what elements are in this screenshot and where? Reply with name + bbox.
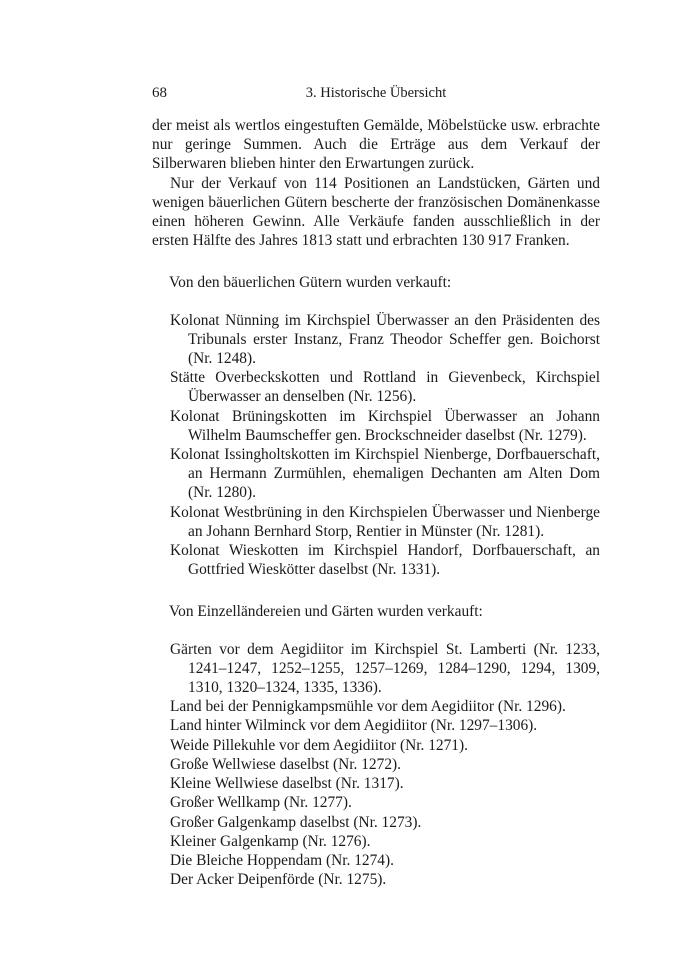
list-item: Großer Wellkamp (Nr. 1277). (170, 794, 352, 812)
page-number: 68 (152, 85, 167, 101)
land-list (152, 640, 600, 890)
page-header (152, 85, 600, 107)
farm-section-intro: Von den bäuerlichen Gütern wurden verkauft: (169, 274, 452, 292)
running-title: 3. Historische Übersicht (305, 85, 447, 101)
paragraph: Nur der Verkauf von 114 Positionen an Landstücken, Gärten und wenigen bäuerlichen Gütern bescherte der französischen Domänenkasse einen höheren Gewinn. Alle Verkäufe fanden ausschließlich in der ersten Hälfte des Jahres 1813 statt und erbrachten 130 917 Franken. (152, 174, 600, 250)
list-item: Stätte Overbeckskotten und Rottland in Gievenbeck, Kirchspiel Überwasser an denselben (Nr. 1256). (170, 369, 600, 406)
list-item: Land bei der Pennigkampsmühle vor dem Aegidiitor (Nr. 1296). (170, 698, 566, 716)
list-item: Kolonat Brüningskotten im Kirchspiel Überwasser an Johann Wilhelm Baumscheffer gen. Brockschneider daselbst (Nr. 1279). (170, 407, 600, 444)
text-block (152, 116, 600, 889)
list-item: Kleiner Galgenkamp (Nr. 1276). (170, 832, 371, 850)
list-item: Kolonat Westbrüning in den Kirchspielen Überwasser und Nienberge an Johann Bernhard Storp, Rentier in Münster (Nr. 1281). (170, 503, 600, 540)
list-item: Kolonat Nünning im Kirchspiel Überwasser an den Präsidenten des Tribunals erster Instanz, Franz Theodor Scheffer gen. Boichorst (Nr. 1248). (170, 311, 600, 368)
list-item: Die Bleiche Hoppendam (Nr. 1274). (170, 851, 394, 869)
list-item: Gärten vor dem Aegidiitor im Kirchspiel St. Lamberti (Nr. 1233, 1241–1247, 1252–1255, 1257–1269, 1284–1290, 1294, 1309, 1310, 1320–1324, 1335, 1336). (170, 640, 600, 697)
list-item: Kolonat Issingholtskotten im Kirchspiel Nienberge, Dorfbauerschaft, an Hermann Zurmühlen, ehemaligen Dechanten am Alten Dom (Nr. 1280). (170, 446, 600, 502)
farm-list (152, 311, 600, 580)
list-item: Land hinter Wilminck vor dem Aegidiitor (Nr. 1297–1306). (170, 717, 538, 735)
list-item: Kolonat Wieskotten im Kirchspiel Handorf, Dorfbauerschaft, an Gottfried Wieskötter daselbst (Nr. 1331). (170, 542, 600, 579)
list-item: Weide Pillekuhle vor dem Aegidiitor (Nr. 1271). (170, 736, 468, 754)
paragraph: der meist als wertlos eingestuften Gemälde, Möbelstücke usw. erbrachte nur geringe Summen. Auch die Erträge aus dem Verkauf der Silberwaren blieben hinter den Erwartungen zurück. (152, 117, 600, 173)
list-item: Kleine Wellwiese daselbst (Nr. 1317). (170, 775, 404, 793)
list-item: Große Wellwiese daselbst (Nr. 1272). (170, 755, 401, 773)
list-item: Großer Galgenkamp daselbst (Nr. 1273). (170, 813, 422, 831)
list-item: Der Acker Deipenförde (Nr. 1275). (170, 871, 387, 889)
land-section-intro: Von Einzelländereien und Gärten wurden verkauft: (169, 603, 483, 621)
